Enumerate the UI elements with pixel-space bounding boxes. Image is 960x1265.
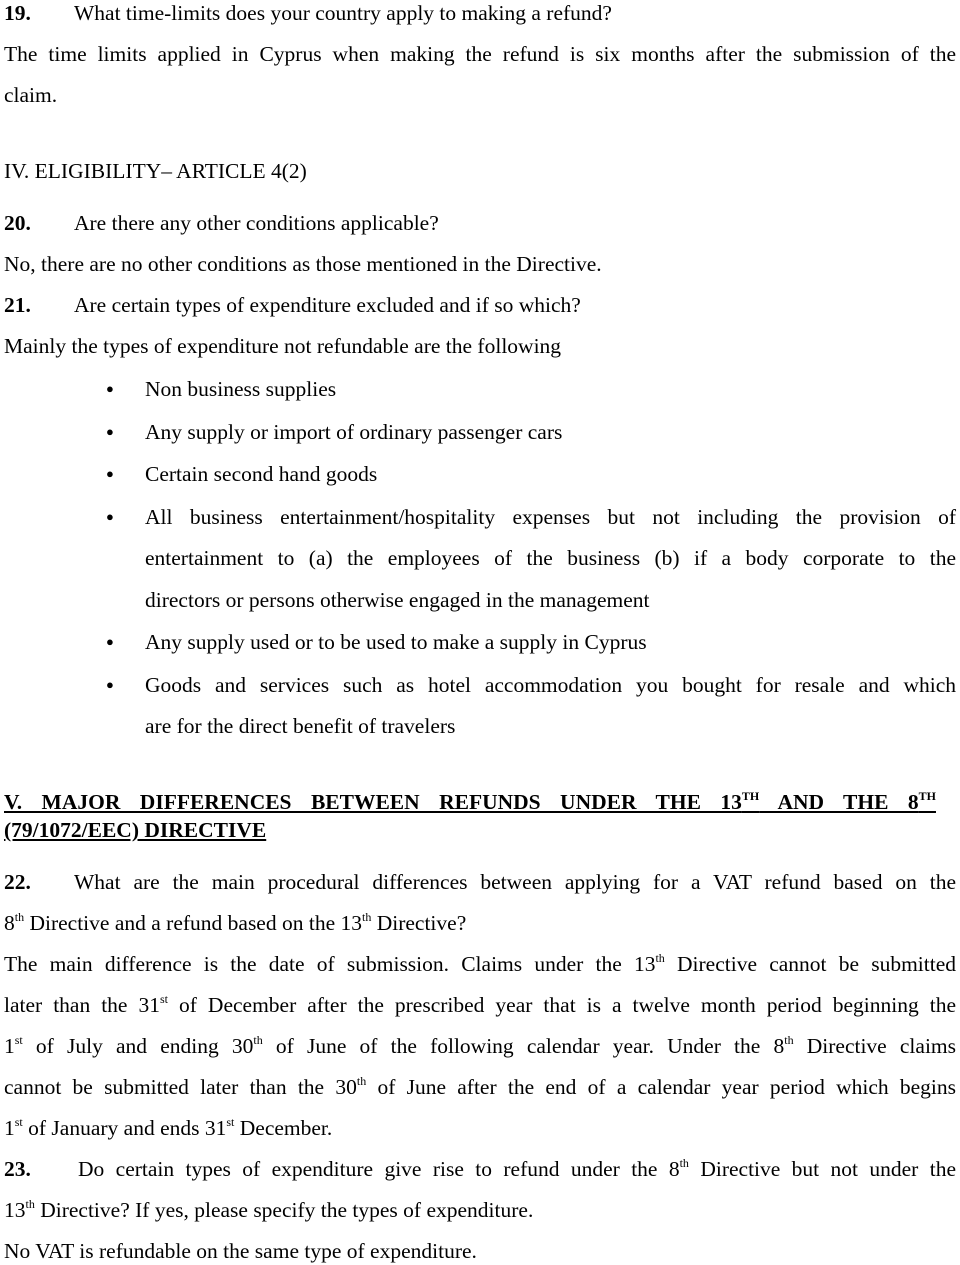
bullet-item-2: Any supply or import of ordinary passenger cars <box>145 420 563 444</box>
q23-number: 23. <box>4 1157 31 1181</box>
q22-a2-sup: st <box>159 992 168 1006</box>
q22-a5-sup-1: st <box>14 1115 23 1129</box>
q22-q-sup-1: th <box>14 910 25 924</box>
bullet-item-6-line-2: are for the direct benefit of travelers <box>145 714 456 738</box>
q23-q1-part-b: Directive but not under the <box>688 1157 956 1181</box>
q21-answer: Mainly the types of expenditure not refundable are the following <box>4 334 562 358</box>
q22-a3-part-b: of July and ending 30 <box>22 1034 254 1058</box>
section-5-heading-part-a: V. MAJOR DIFFERENCES BETWEEN REFUNDS UNDER THE 13 <box>4 790 742 814</box>
q22-a3-part-d: Directive claims <box>793 1034 957 1058</box>
bullet-item-4-line-2: entertainment to (a) the employees of the business (b) if a body corporate to the <box>145 546 956 570</box>
q22-a3-sup-1: st <box>14 1033 23 1047</box>
section-4-heading: IV. ELIGIBILITY– ARTICLE 4(2) <box>4 159 307 183</box>
q22-question-line-2 <box>4 910 956 936</box>
q22-question-line-1 <box>4 869 956 895</box>
section-5-heading-sup-1: TH <box>741 789 760 803</box>
bullet-item-1: Non business supplies <box>145 377 337 401</box>
bullet-item-4-line-3: directors or persons otherwise engaged in the management <box>145 588 650 612</box>
bullet-dot: ● <box>106 634 114 649</box>
section-5-heading-line-2: (79/1072/EEC) DIRECTIVE <box>4 818 267 842</box>
q21-question-text: Are certain types of expenditure excluded and if so which? <box>74 293 581 317</box>
q22-a3-sup-3: th <box>784 1033 794 1047</box>
q23-q1-part-a: Do certain types of expenditure give rise to refund under the 8 <box>78 1157 680 1181</box>
q23-question-line-1 <box>4 1156 956 1182</box>
q22-number: 22. <box>4 870 31 894</box>
bullet-item-6-line-1: Goods and services such as hotel accommodation you bought for resale and which <box>145 673 956 697</box>
q22-a3-sup-2: th <box>253 1033 263 1047</box>
q20-answer: No, there are no other conditions as those mentioned in the Directive. <box>4 252 602 276</box>
q22-answer-line-1 <box>4 951 956 977</box>
q22-a4-part-b: of June after the end of a calendar year period which begins <box>366 1075 957 1099</box>
q23-q2-part-a: 13 <box>4 1198 26 1222</box>
bullet-dot: ● <box>106 381 114 396</box>
q22-a3-part-c: of June of the following calendar year. Under the 8 <box>262 1034 785 1058</box>
q19-question <box>4 0 956 26</box>
q22-a5-part-b: of January and ends 31 <box>22 1116 227 1140</box>
q22-answer-line-5 <box>4 1115 956 1141</box>
bullet-item-4-line-1: All business entertainment/hospitality expenses but not including the provision of <box>145 505 956 529</box>
q22-a3-part-a: 1 <box>4 1034 15 1058</box>
q22-a2-part-a: later than the 31 <box>4 993 160 1017</box>
q22-a4-sup: th <box>356 1074 367 1088</box>
section-5-heading-sup-2: TH <box>918 789 936 803</box>
q23-q2-sup: th <box>25 1197 35 1211</box>
q23-answer: No VAT is refundable on the same type of expenditure. <box>4 1239 477 1263</box>
q23-q2-part-b: Directive? If yes, please specify the types of expenditure. <box>34 1198 534 1222</box>
q22-a4-part-a: cannot be submitted later than the 30 <box>4 1075 357 1099</box>
q22-q-part-b: Directive and a refund based on the 13 <box>24 911 362 935</box>
bullet-item-5: Any supply used or to be used to make a supply in Cyprus <box>145 630 647 654</box>
q22-a1-part-a: The main difference is the date of submission. Claims under the 13 <box>4 952 656 976</box>
bullet-dot: ● <box>106 424 114 439</box>
q22-q-sup-2: th <box>362 910 372 924</box>
q22-q-part-c: Directive? <box>371 911 467 935</box>
q23-question-line-2 <box>4 1197 956 1223</box>
q22-a1-part-b: Directive cannot be submitted <box>664 952 957 976</box>
section-5-heading-line-1 <box>4 789 936 815</box>
q19-number: 19. <box>4 1 31 25</box>
q22-answer-line-3 <box>4 1033 956 1059</box>
q22-answer-line-4 <box>4 1074 956 1100</box>
bullet-item-3: Certain second hand goods <box>145 462 378 486</box>
q20-number: 20. <box>4 211 31 235</box>
q21-number: 21. <box>4 293 31 317</box>
q22-a5-part-c: December. <box>234 1116 333 1140</box>
q22-q-part-a: 8 <box>4 911 15 935</box>
bullet-dot: ● <box>106 509 114 524</box>
q22-a5-part-a: 1 <box>4 1116 15 1140</box>
q22-a2-part-b: of December after the prescribed year that is a twelve month period beginning the <box>168 993 956 1017</box>
q19-question-text: What time-limits does your country apply to making a refund? <box>74 1 612 25</box>
q19-answer-line-1: The time limits applied in Cyprus when making the refund is six months after the submission of the <box>4 42 956 66</box>
q22-answer-line-2 <box>4 992 956 1018</box>
q20-question <box>4 210 956 236</box>
section-5-heading-part-b: AND THE 8 <box>759 790 919 814</box>
q22-question-text-1: What are the main procedural differences between applying for a VAT refund based on the <box>74 870 956 894</box>
q22-a1-sup: th <box>655 951 665 965</box>
q23-q1-sup: th <box>679 1156 689 1170</box>
q21-question <box>4 292 956 318</box>
bullet-dot: ● <box>106 677 114 692</box>
bullet-dot: ● <box>106 466 114 481</box>
q19-answer-line-2: claim. <box>4 83 58 107</box>
q20-question-text: Are there any other conditions applicable? <box>74 211 439 235</box>
q22-a5-sup-2: st <box>226 1115 235 1129</box>
